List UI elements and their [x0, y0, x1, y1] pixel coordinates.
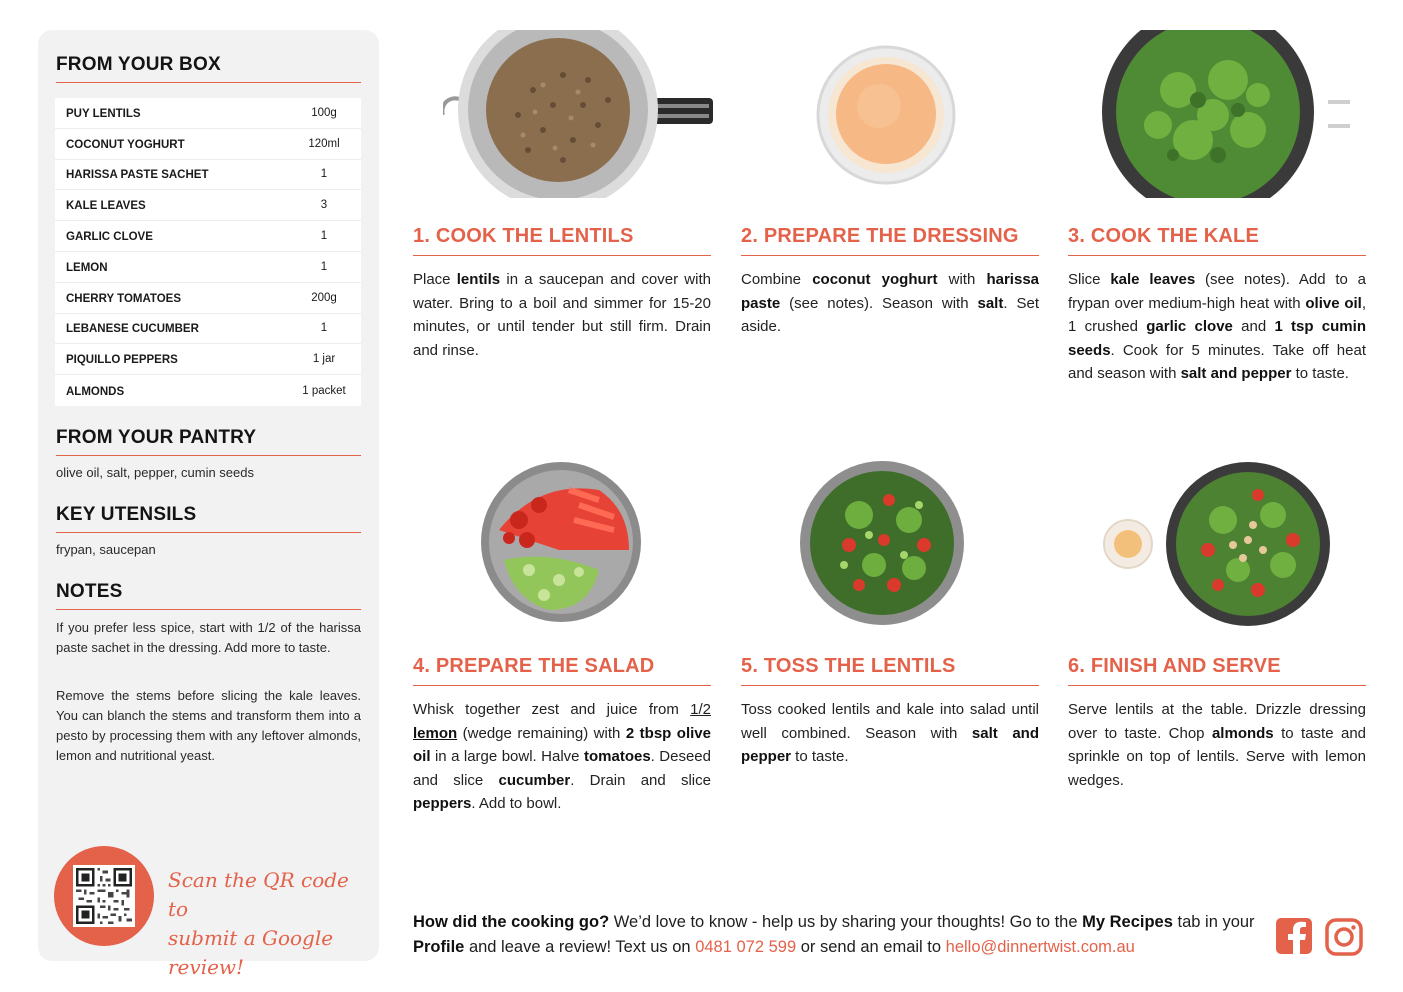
step-text-segment: coconut yoghurt [812, 271, 938, 288]
step-text-segment: olive oil [1305, 294, 1362, 312]
footer-text-segment: or send an email to [796, 938, 946, 956]
step-text-segment: , 1 crushed [1068, 294, 1366, 335]
tossed-lentils-image [799, 460, 965, 626]
qr-cta-line-1: Scan the QR code to [168, 868, 349, 921]
qr-call-to-action [168, 866, 368, 982]
step-text-segment: lemon [413, 724, 458, 742]
step-text-segment: 2 tbsp olive oil [413, 724, 711, 765]
step-text-segment: . Drain and slice [570, 771, 711, 789]
footer-text-segment: We’d love to know - help us by sharing your thoughts! Go to the [609, 913, 1083, 931]
ingredient-row [55, 252, 361, 283]
step-text-segment: Serve lentils at the table. Drizzle dressing over to taste. Chop [1068, 701, 1366, 742]
ingredient-qty: 1 [320, 168, 328, 181]
from-your-pantry-heading: FROM YOUR PANTRY [56, 427, 361, 456]
step-text-segment: salt and pepper [1180, 365, 1292, 382]
footer-text-segment[interactable]: hello@dinnertwist.com.au [945, 938, 1135, 956]
notes-heading: NOTES [56, 581, 361, 610]
ingredients-table [55, 98, 361, 406]
ingredient-name: KALE LEAVES [66, 200, 146, 213]
qr-code[interactable] [73, 865, 135, 927]
ingredient-row [55, 129, 361, 160]
ingredient-name: COCONUT YOGHURT [66, 138, 185, 151]
lentils-strainer-image [443, 30, 713, 198]
step-text-segment: . Deseed and slice [413, 748, 711, 789]
step-text-segment: and [1232, 318, 1275, 335]
step-3 [1068, 30, 1366, 430]
ingredient-name: CHERRY TOMATOES [66, 292, 182, 305]
step-6-title: 6. FINISH AND SERVE [1068, 655, 1366, 686]
step-2-body [741, 268, 1039, 339]
step-1-title: 1. COOK THE LENTILS [413, 225, 711, 256]
step-text-segment: Slice [1068, 271, 1111, 288]
note-1: If you prefer less spice, start with 1/2 of the harissa paste sachet in the dressing. Add more to taste. [56, 620, 361, 655]
note-2: Remove the stems before slicing the kale leaves. You can blanch the stems and transform them into a pesto by processing them with any leftover almonds, lemon and nutritional yeast. [56, 688, 361, 763]
step-4-title: 4. PREPARE THE SALAD [413, 655, 711, 686]
ingredient-qty: 120ml [308, 137, 340, 150]
ingredient-row [55, 375, 361, 406]
step-text-segment: salt [977, 294, 1004, 312]
step-text-segment: peppers [413, 795, 472, 812]
ingredient-name: ALMONDS [66, 385, 125, 398]
step-text-segment: to taste. [791, 748, 849, 765]
ingredient-row [55, 98, 361, 129]
ingredient-row [55, 190, 361, 221]
step-4 [413, 460, 711, 840]
step-text-segment: (see notes). Add to a frypan over medium-high heat with [1068, 271, 1366, 312]
step-5 [741, 460, 1039, 840]
pantry-text: olive oil, salt, pepper, cumin seeds [56, 465, 254, 480]
footer-text-segment: My Recipes [1082, 913, 1173, 931]
sidebar [38, 30, 379, 979]
step-text-segment: salt and pepper [741, 724, 1039, 765]
ingredient-name: GARLIC CLOVE [66, 231, 153, 244]
footer-text-segment: Profile [413, 938, 465, 956]
step-text-segment: kale leaves [1110, 271, 1196, 288]
ingredient-row [55, 283, 361, 314]
ingredient-name: PIQUILLO PEPPERS [66, 354, 178, 367]
ingredient-name: LEMON [66, 261, 108, 274]
footer-text-segment: How did the cooking go? [413, 913, 610, 931]
step-text-segment: almonds [1211, 724, 1274, 742]
step-text-segment: . Set aside. [741, 294, 1039, 335]
step-1-body [413, 268, 711, 362]
salad-bowl-image [479, 460, 643, 624]
qr-cta-line-2: submit a Google review! [168, 926, 334, 979]
step-text-segment: in a large bowl. Halve [430, 748, 584, 765]
kale-frypan-image [1098, 30, 1368, 198]
step-text-segment: 1/2 [690, 701, 711, 718]
key-utensils-heading: KEY UTENSILS [56, 504, 361, 533]
step-text-segment: tomatoes [583, 748, 651, 765]
ingredient-row [55, 344, 361, 375]
step-text-segment: Toss cooked lentils and kale into salad until well combined. Season with [741, 701, 1039, 742]
step-6-body [1068, 698, 1366, 792]
step-3-title: 3. COOK THE KALE [1068, 225, 1366, 256]
step-text-segment: . Cook for 5 minutes. Take off heat and season with [1068, 341, 1366, 382]
step-text-segment: lentils [456, 271, 501, 288]
step-text-segment: garlic clove [1146, 318, 1233, 335]
ingredient-qty: 1 jar [312, 353, 336, 366]
instagram-icon[interactable] [1325, 918, 1363, 956]
step-text-segment: Combine [741, 271, 813, 288]
step-text-segment: . Add to bowl. [471, 795, 562, 812]
step-6 [1068, 460, 1366, 840]
step-text-segment: (see notes). Season with [780, 294, 978, 312]
ingredient-name: HARISSA PASTE SACHET [66, 169, 209, 182]
ingredient-qty: 3 [320, 199, 328, 212]
review-prompt [413, 910, 1263, 960]
step-1 [413, 30, 711, 430]
utensils-text: frypan, saucepan [56, 542, 156, 557]
ingredient-row [55, 160, 361, 191]
step-text-segment: harissa paste [741, 271, 1040, 312]
step-text-segment: to taste and sprinkle on top of lentils. Serve with lemon wedges. [1068, 724, 1367, 789]
ingredient-qty: 1 [320, 322, 328, 335]
step-text-segment: 1 tsp cumin seeds [1068, 318, 1366, 359]
ingredient-qty: 200g [311, 291, 337, 304]
step-text-segment: Whisk together zest and juice from [413, 701, 691, 718]
qr-code-badge[interactable] [54, 846, 154, 946]
footer-text-segment: and leave a review! Text us on [464, 938, 696, 956]
step-text-segment: Place [413, 271, 457, 288]
facebook-icon[interactable] [1276, 918, 1314, 956]
ingredient-qty: 1 [320, 260, 328, 273]
ingredient-row [55, 221, 361, 252]
step-5-body [741, 698, 1039, 769]
ingredient-row [55, 314, 361, 345]
step-4-body [413, 698, 711, 816]
step-text-segment: with [937, 271, 987, 288]
step-3-body [1068, 268, 1366, 386]
dressing-bowl-image [811, 40, 961, 190]
footer-text-segment[interactable]: 0481 072 599 [695, 938, 797, 956]
step-5-title: 5. TOSS THE LENTILS [741, 655, 1039, 686]
ingredient-qty: 100g [311, 106, 337, 119]
step-text-segment: to taste. [1291, 365, 1349, 382]
step-text-segment: (wedge remaining) with [457, 724, 626, 742]
step-2-title: 2. PREPARE THE DRESSING [741, 225, 1039, 256]
ingredient-name: LEBANESE CUCUMBER [66, 323, 199, 336]
step-text-segment: cucumber [498, 771, 571, 789]
ingredient-name: PUY LENTILS [66, 107, 141, 120]
from-your-box-heading: FROM YOUR BOX [56, 54, 361, 83]
step-text-segment: in a saucepan and cover with water. Bring to a boil and simmer for 15-20 minutes, or until tender but still firm. Drain and rinse. [413, 271, 711, 359]
ingredient-qty: 1 [320, 230, 328, 243]
step-2 [741, 30, 1039, 430]
finished-dish-image [1098, 460, 1358, 628]
footer-text-segment: tab in your [1172, 913, 1255, 931]
ingredient-qty: 1 packet [302, 384, 346, 397]
